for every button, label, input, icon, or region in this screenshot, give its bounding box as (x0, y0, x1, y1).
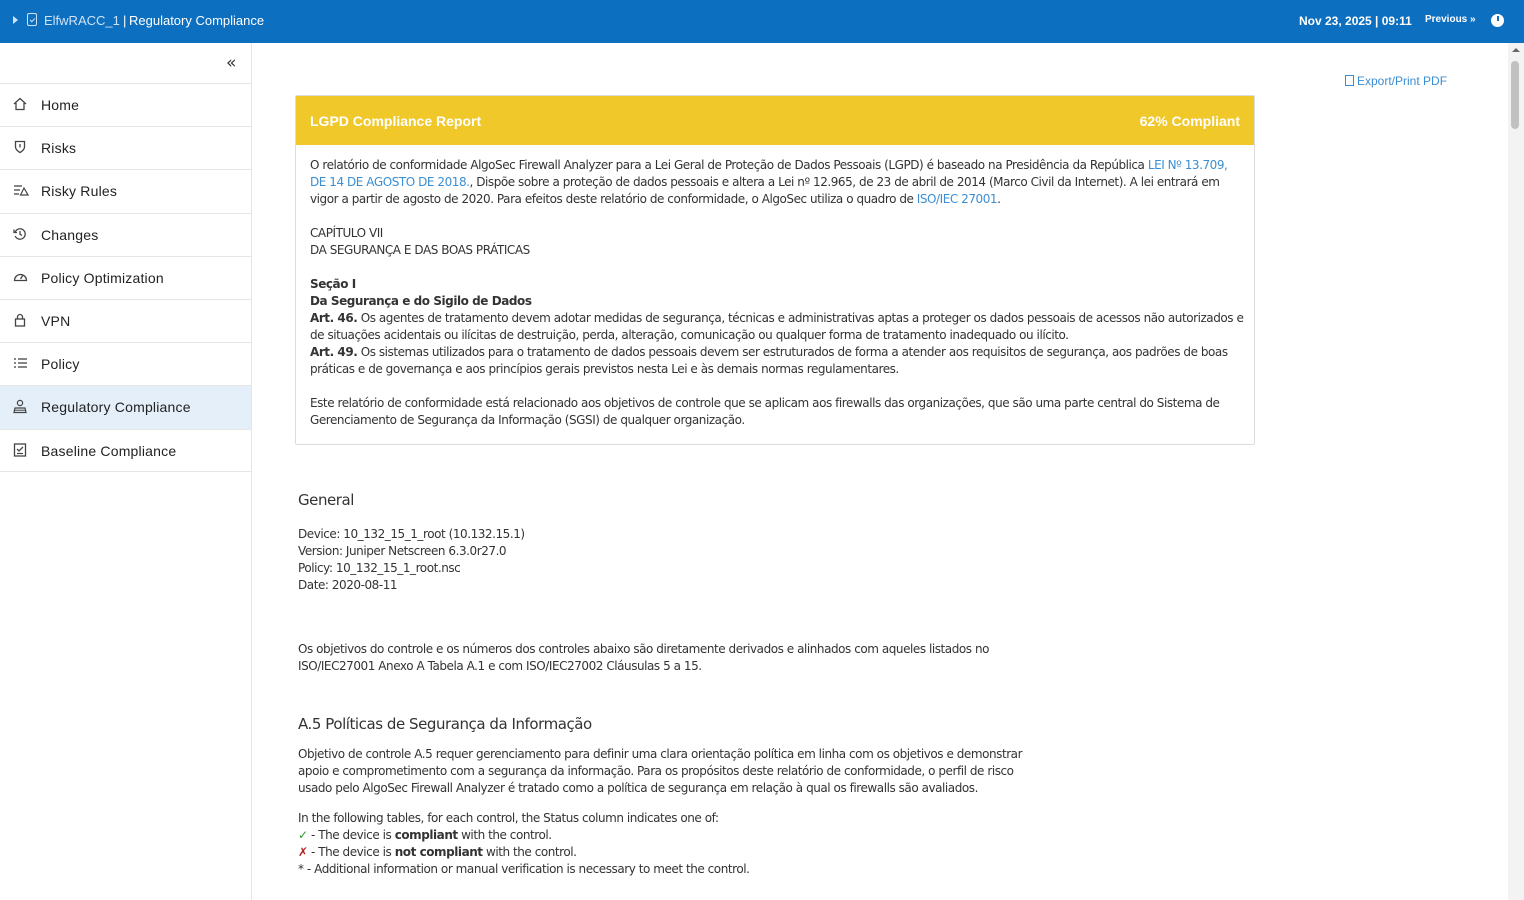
checklist-icon (13, 443, 29, 457)
cross-icon: ✗ (298, 845, 308, 859)
general-info (298, 526, 525, 594)
sidebar-item-label: VPN (41, 312, 71, 329)
a5-line: usado pelo AlgoSec Firewall Analyzer é tratado como a política de segurança em relação à qual os firewalls são avaliados. (298, 781, 978, 795)
objectives-line: ISO/IEC27001 Anexo A Tabela A.1 e com ISO/IEC27002 Cláusulas 5 a 15. (298, 659, 702, 673)
sidebar-item-label: Policy Optimization (41, 269, 164, 286)
sidebar-nav (0, 83, 251, 472)
article-46 (310, 310, 1246, 344)
compliance-score: 62% Compliant (1139, 113, 1240, 129)
intro-text-3: . (997, 192, 1001, 206)
legend-text: - The device is (307, 845, 395, 859)
article-49-label: Art. 49. (310, 345, 358, 359)
general-date: Date: 2020-08-11 (298, 578, 398, 592)
list-icon (13, 356, 29, 370)
section-number: Seção I (310, 277, 356, 291)
sidebar-item-label: Risky Rules (41, 183, 118, 200)
title-separator: | (123, 13, 127, 28)
status-legend (298, 810, 749, 878)
general-policy: Policy: 10_132_15_1_root.nsc (298, 561, 461, 575)
report-header (296, 96, 1254, 145)
general-version: Version: Juniper Netscreen 6.3.0r27.0 (298, 544, 507, 558)
scroll-up-icon[interactable] (1512, 48, 1520, 52)
iso-27001-link[interactable]: ISO/IEC 27001 (916, 192, 998, 206)
article-46-label: Art. 46. (310, 311, 358, 325)
sidebar (0, 43, 252, 900)
previous-button[interactable]: Previous » (1425, 14, 1476, 25)
legend-text: - The device is (307, 828, 395, 842)
gauge-icon (13, 270, 29, 284)
general-device: Device: 10_132_15_1_root (10.132.15.1) (298, 527, 525, 541)
scroll-thumb[interactable] (1511, 61, 1519, 129)
history-icon (13, 227, 29, 241)
sidebar-item-label: Baseline Compliance (41, 442, 177, 459)
legend-compliant (298, 827, 749, 844)
general-heading: General (298, 491, 354, 509)
article-49 (310, 344, 1246, 378)
legend-manual: * - Additional information or manual verification is necessary to meet the control. (298, 862, 750, 876)
chapter-number: CAPÍTULO VII (310, 226, 383, 240)
export-pdf-link[interactable] (1345, 74, 1447, 88)
sidebar-item-regulatory-compliance[interactable] (0, 385, 251, 428)
report-datetime: Nov 23, 2025 | 09:11 (1299, 14, 1412, 28)
report-card (295, 95, 1255, 445)
a5-paragraph (298, 746, 1022, 797)
a5-heading: A.5 Políticas de Segurança da Informação (298, 715, 592, 733)
legend-not-compliant (298, 844, 749, 861)
clipboard-icon (27, 13, 37, 26)
expand-caret-icon[interactable] (13, 16, 18, 24)
legend-text: with the control. (482, 845, 577, 859)
sidebar-item-risks[interactable] (0, 126, 251, 169)
intro-text-2: , Dispõe sobre a proteção de dados pessoais e altera a Lei nº 12.965, de 23 de abril de 2014 (Marco Civil da Internet). A lei entrará em vigor a partir de agosto de 2020. Para efeitos deste relatório de conformidade, o AlgoSec utiliza o quadro de (310, 175, 1220, 206)
risky-rules-icon (13, 183, 29, 197)
sidebar-item-policy[interactable] (0, 342, 251, 385)
sidebar-item-changes[interactable] (0, 213, 251, 256)
page-title: Regulatory Compliance (129, 13, 265, 28)
sidebar-item-home[interactable] (0, 83, 251, 126)
sidebar-item-vpn[interactable] (0, 299, 251, 342)
compliance-icon (13, 399, 29, 413)
report-body (310, 157, 1246, 429)
sidebar-item-label: Changes (41, 226, 99, 243)
legend-bold: not compliant (394, 845, 483, 859)
legend-intro: In the following tables, for each control, the Status column indicates one of: (298, 811, 719, 825)
export-pdf-label: Export/Print PDF (1357, 74, 1448, 88)
legend-text: with the control. (457, 828, 552, 842)
intro-text: O relatório de conformidade AlgoSec Firewall Analyzer para a Lei Geral de Proteção de Dados Pessoais (LGPD) é baseado na Presidência da República (310, 158, 1148, 172)
device-name-link[interactable]: ElfwRACC_1 (44, 13, 120, 28)
article-46-text: Os agentes de tratamento devem adotar medidas de segurança, técnicas e administrativas aptas a proteger os dados pessoais de acessos não autorizados e de situações acidentais ou ilícitas de destruição, perda, alteração, comunicação ou qualquer forma de tratamento inadequado ou ilícito. (310, 311, 1244, 342)
home-icon (13, 97, 29, 111)
check-icon: ✓ (298, 828, 308, 842)
content-scrollbar[interactable] (1508, 43, 1524, 900)
collapse-sidebar-icon[interactable]: « (226, 53, 237, 73)
a5-line: apoio e comprometimento com a segurança da informação. Para os propósitos deste relatório de conformidade, o perfil de risco (298, 764, 1014, 778)
sidebar-item-label: Home (41, 97, 80, 113)
section-title: Da Segurança e do Sigilo de Dados (310, 294, 532, 308)
sidebar-item-risky-rules[interactable] (0, 169, 251, 212)
sidebar-item-policy-optimization[interactable] (0, 256, 251, 299)
sidebar-item-label: Policy (41, 356, 80, 373)
legend-bold: compliant (394, 828, 458, 842)
intro-paragraph (310, 157, 1246, 208)
chapter-title: DA SEGURANÇA E DAS BOAS PRÁTICAS (310, 243, 530, 257)
lock-icon (13, 313, 29, 327)
article-49-text: Os sistemas utilizados para o tratamento de dados pessoais devem ser estruturados de forma a atender aos requisitos de segurança, aos padrões de boas práticas e de governança e aos princípios gerais previstos nesta Lei e às demais normas regulamentares. (310, 345, 1228, 376)
closing-paragraph: Este relatório de conformidade está relacionado aos objetivos de controle que se aplicam aos firewalls das organizações, que são uma parte central do Sistema de Gerenciamento de Segurança da Informação (SGSI) de qualquer organização. (310, 396, 1220, 427)
lgpd-law-link[interactable]: LEI Nº 13.709, DE 14 DE AGOSTO DE 2018. (310, 158, 1228, 189)
report-title: LGPD Compliance Report (310, 113, 482, 129)
top-bar (0, 0, 1524, 43)
pdf-icon (1345, 75, 1354, 86)
help-icon[interactable] (1491, 14, 1504, 27)
sidebar-item-label: Regulatory Compliance (41, 399, 191, 416)
a5-line: Objetivo de controle A.5 requer gerenciamento para definir uma clara orientação política em linha com os objetivos e demonstrar (298, 747, 1023, 761)
sidebar-item-baseline-compliance[interactable] (0, 429, 251, 472)
shield-icon (13, 140, 29, 154)
sidebar-item-label: Risks (41, 140, 77, 157)
objectives-line: Os objetivos do controle e os números dos controles abaixo são diretamente derivados e alinhados com aqueles listados no (298, 642, 989, 656)
objectives-paragraph (298, 641, 989, 675)
